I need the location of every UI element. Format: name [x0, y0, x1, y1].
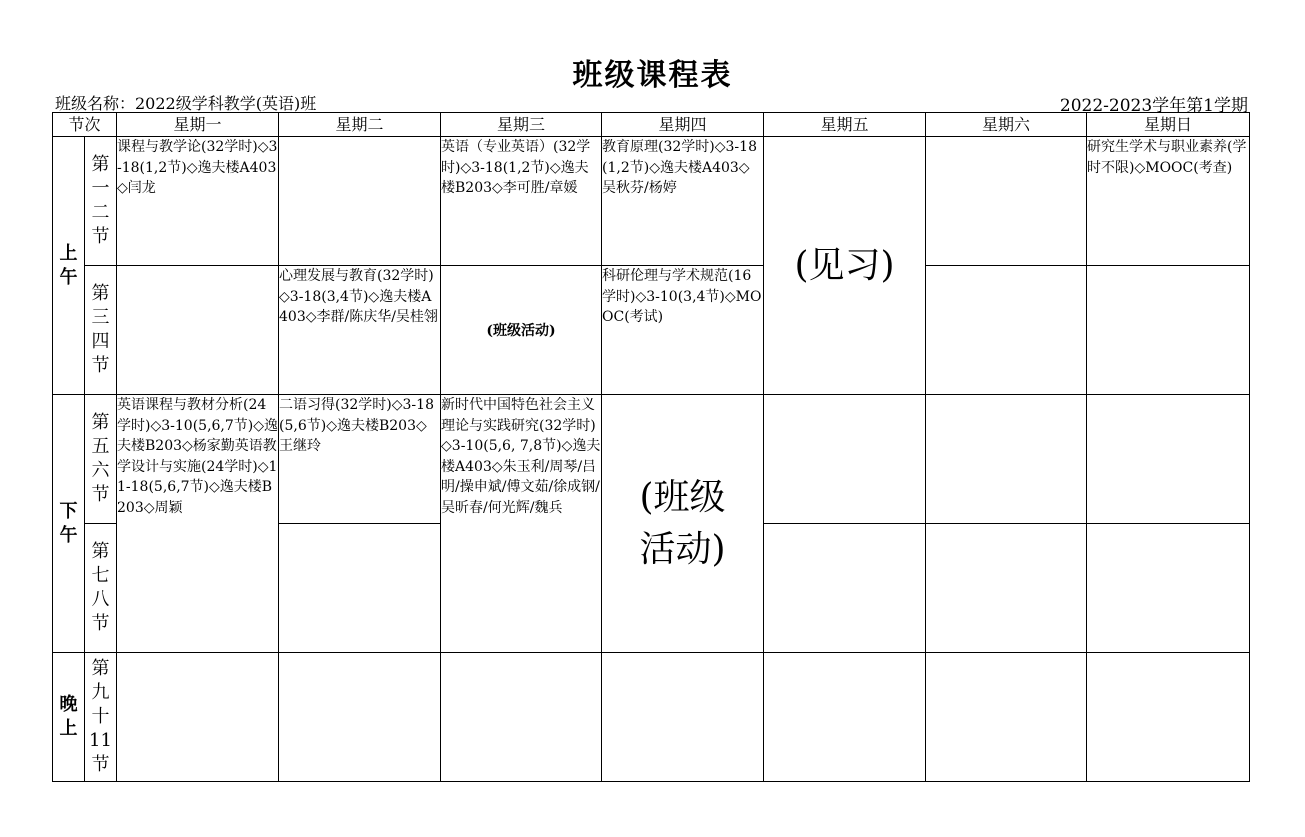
cell-mon-9-11: [117, 653, 279, 782]
slot-char: 第: [91, 283, 110, 304]
slot-char: 节: [91, 754, 110, 775]
cell-thu-afternoon: [602, 395, 764, 653]
cell-wed-9-11: [441, 653, 602, 782]
cell-mon-1-2: 课程与教学论(32学时)◇3-18(1,2节)◇逸夫楼A403◇闫龙: [117, 137, 279, 266]
period-char: 下: [59, 500, 78, 522]
slot-1-2: [85, 137, 117, 266]
cell-wed-3-4: (班级活动): [441, 266, 602, 395]
header-saturday: 星期六: [926, 113, 1087, 137]
slot-char: 第: [91, 541, 110, 562]
cell-sun-3-4: [1087, 266, 1250, 395]
cell-thu-3-4: 科研伦理与学术规范(16学时)◇3-10(3,4节)◇MOOC(考试): [602, 266, 764, 395]
header-row: [53, 113, 1250, 137]
cell-sat-5-6: [926, 395, 1087, 524]
slot-char: 十: [91, 706, 110, 727]
cell-tue-3-4: 心理发展与教育(32学时)◇3-18(3,4节)◇逸夫楼A403◇李群/陈庆华/吴桂翎: [279, 266, 441, 395]
row-slot-1-2: [53, 137, 1250, 266]
slot-char: 五: [91, 436, 110, 457]
cell-tue-7-8: [279, 524, 441, 653]
cell-sat-3-4: [926, 266, 1087, 395]
cell-wed-afternoon: 新时代中国特色社会主义理论与实践研究(32学时)◇3-10(5,6, 7,8节)◇逸夫楼A403◇朱玉利/周琴/吕明/操申斌/傅文茹/徐成钢/吴昕春/何光辉/魏兵: [441, 395, 602, 653]
cell-tue-1-2: [279, 137, 441, 266]
cell-thu-9-11: [602, 653, 764, 782]
cell-tue-5-6: 二语习得(32学时)◇3-18(5,6节)◇逸夫楼B203◇王继玲: [279, 395, 441, 524]
slot-char: 节: [91, 613, 110, 634]
cell-sat-9-11: [926, 653, 1087, 782]
period-char: 午: [59, 524, 78, 546]
slot-char: 二: [91, 202, 110, 223]
cell-wed-1-2: 英语（专业英语）(32学时)◇3-18(1,2节)◇逸夫楼B203◇李可胜/章媛: [441, 137, 602, 266]
cell-fri-7-8: [764, 524, 926, 653]
cell-sat-1-2: [926, 137, 1087, 266]
cell-thu-1-2: 教育原理(32学时)◇3-18(1,2节)◇逸夫楼A403◇吴秋芬/杨婷: [602, 137, 764, 266]
slot-char: 第: [91, 658, 110, 679]
cell-sun-5-6: [1087, 395, 1250, 524]
slot-char: 四: [91, 331, 110, 352]
period-char: 晚: [59, 694, 78, 715]
cell-mon-afternoon: 英语课程与教材分析(24学时)◇3-10(5,6,7节)◇逸夫楼B203◇杨家勤英语教学设计与实施(24学时)◇11-18(5,6,7节)◇逸夫楼B203◇周颖: [117, 395, 279, 653]
slot-5-6: [85, 395, 117, 524]
slot-3-4: [85, 266, 117, 395]
slot-char: 11: [89, 730, 112, 751]
header-sunday: 星期日: [1087, 113, 1250, 137]
class-name-label: 班级名称：2022级学科教学(英语)班: [55, 94, 317, 113]
slot-char: 九: [91, 682, 110, 703]
cell-sun-7-8: [1087, 524, 1250, 653]
schedule-table: [52, 112, 1250, 782]
slot-7-8: [85, 524, 117, 653]
period-morning: [53, 137, 85, 395]
slot-char: 节: [91, 484, 110, 505]
cell-sun-9-11: [1087, 653, 1250, 782]
period-afternoon: [53, 395, 85, 653]
cell-fri-9-11: [764, 653, 926, 782]
header-wednesday: 星期三: [441, 113, 602, 137]
cell-mon-3-4: [117, 266, 279, 395]
term-label: 2022-2023学年第1学期: [1059, 96, 1248, 116]
cell-sun-1-2: 研究生学术与职业素养(学时不限)◇MOOC(考查): [1087, 137, 1250, 266]
thu-activity-line2: 活动): [639, 528, 726, 570]
header-thursday: 星期四: [602, 113, 764, 137]
slot-char: 第: [91, 154, 110, 175]
thu-activity-line1: (班级: [639, 476, 726, 518]
slot-9-11: [85, 653, 117, 782]
slot-char: 节: [91, 226, 110, 247]
slot-char: 六: [91, 460, 110, 481]
header-period: 节次: [53, 113, 117, 137]
cell-sat-7-8: [926, 524, 1087, 653]
slot-char: 节: [91, 355, 110, 376]
period-char: 午: [59, 266, 78, 288]
row-slot-9-11: [53, 653, 1250, 782]
header-friday: 星期五: [764, 113, 926, 137]
cell-fri-morning: (见习): [764, 137, 926, 395]
cell-tue-9-11: [279, 653, 441, 782]
period-char: 上: [59, 242, 78, 264]
period-evening: [53, 653, 85, 782]
slot-char: 三: [91, 307, 110, 328]
period-char: 上: [59, 718, 78, 739]
row-slot-5-6: [53, 395, 1250, 524]
header-monday: 星期一: [117, 113, 279, 137]
row-slot-3-4: [53, 266, 1250, 395]
header-tuesday: 星期二: [279, 113, 441, 137]
cell-fri-5-6: [764, 395, 926, 524]
page-title: 班级课程表: [572, 58, 733, 93]
slot-char: 一: [91, 178, 110, 199]
slot-char: 八: [91, 589, 110, 610]
slot-char: 第: [91, 412, 110, 433]
slot-char: 七: [91, 565, 110, 586]
